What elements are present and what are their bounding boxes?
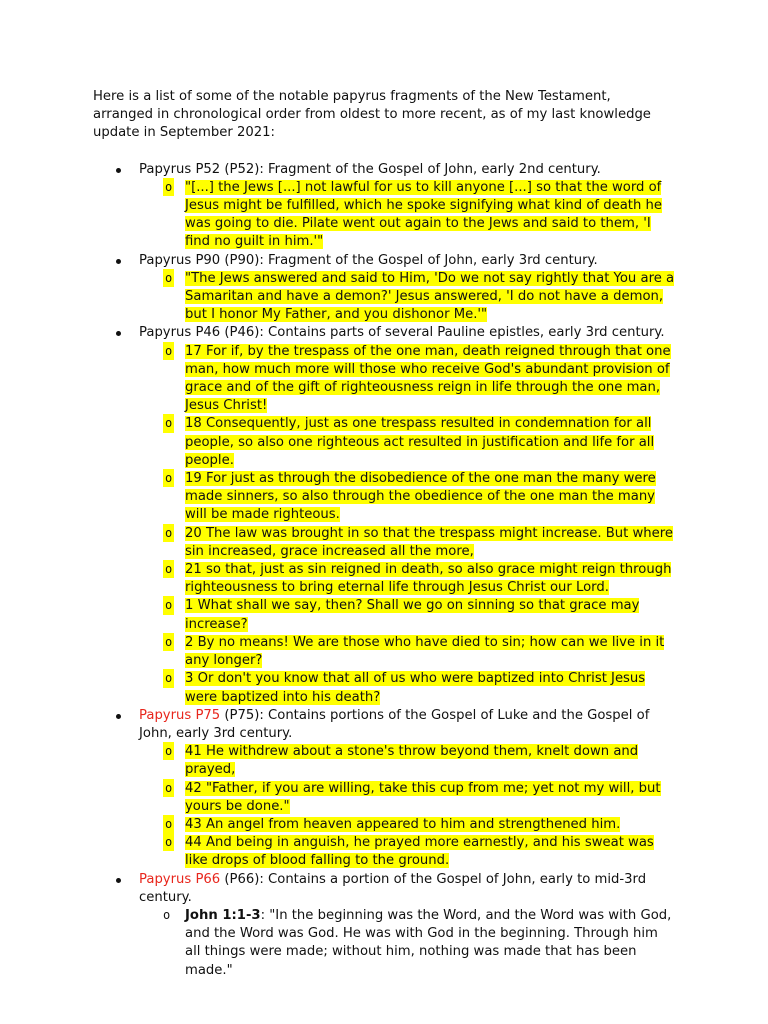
highlighted-text: 43 An angel from heaven appeared to him and strengthened him. — [185, 816, 621, 832]
highlighted-text: 42 "Father, if you are willing, take this cup from me; yet not my will, but yours be done." — [185, 780, 661, 814]
papyrus-description: (P46): Contains parts of several Pauline epistles, early 3rd century. — [220, 325, 665, 341]
sublist-p46 — [139, 343, 683, 707]
sub-item — [139, 780, 675, 816]
list-item-p52 — [93, 161, 683, 252]
highlighted-text: 2 By no means! We are those who have died to sin; how can we live in it any longer? — [185, 634, 665, 669]
highlighted-text: 17 For if, by the trespass of the one man, death reigned through that one man, how much more will those who receive God's abundant provision of grace and of the gift of righteousness reign in life through the one man, Jesus Christ! — [185, 343, 671, 414]
sub-item — [139, 743, 675, 779]
highlighted-text: 1 What shall we say, then? Shall we go on sinning so that grace may increase? — [185, 598, 640, 632]
papyrus-list — [93, 161, 683, 980]
sub-item — [139, 816, 675, 834]
sub-item — [139, 907, 675, 980]
highlighted-text: 41 He withdrew about a stone's throw beyond them, knelt down and prayed, — [185, 744, 639, 778]
highlighted-text: 20 The law was brought in so that the trespass might increase. But where sin increased, grace increased all the more, — [185, 525, 674, 559]
highlighted-text: 18 Consequently, just as one trespass resulted in condemnation for all people, so also one righteous act resulted in justification and life for all people. — [185, 416, 655, 468]
highlighted-text: 19 For just as through the disobedience of the one man the many were made sinners, so also through the obedience of the one man the many will be made righteous. — [185, 471, 656, 523]
list-item-p90 — [93, 252, 683, 325]
highlighted-text: "[...] the Jews [...] not lawful for us to kill anyone [...] so that the word of Jesus might be fulfilled, which he spoke signifying what kind of death he was going to die. Pilate went out again to the Jews and said to them, 'I find no guilt in him.'" — [185, 179, 662, 250]
papyrus-name: Papyrus P75 — [139, 707, 221, 723]
sub-item — [139, 634, 675, 670]
sublist-p75 — [139, 743, 683, 870]
sub-item — [139, 343, 675, 416]
list-item-p46 — [93, 324, 683, 706]
scripture-text: : "In the beginning was the Word, and the Word was with God, and the Word was God. He was with God in the beginning. Through him all things were made; without him, nothing was made that has been made." — [185, 907, 672, 978]
sub-item — [139, 415, 675, 470]
highlighted-text: "The Jews answered and said to Him, 'Do we not say rightly that You are a Samaritan and have a demon?' Jesus answered, 'I do not have a demon, but I honor My Father, and you dishonor Me.'" — [185, 270, 675, 323]
sublist-p66 — [139, 907, 683, 980]
sub-item — [139, 834, 675, 870]
papyrus-name: Papyrus P46 — [139, 325, 221, 341]
sublist-p90 — [139, 270, 683, 325]
papyrus-description: (P66): Contains a portion of the Gospel of John, early to mid-3rd century. — [139, 871, 647, 905]
papyrus-description: (P75): Contains portions of the Gospel of Luke and the Gospel of John, early 3rd century. — [139, 707, 650, 741]
highlighted-text: 44 And being in anguish, he prayed more earnestly, and his sweat was like drops of blood falling to the ground. — [185, 835, 654, 869]
papyrus-name: Papyrus P52 — [139, 161, 221, 177]
sub-item — [139, 270, 675, 325]
intro-paragraph: Here is a list of some of the notable papyrus fragments of the New Testament, arranged in chronological order from oldest to more recent, as of my last knowledge update in September 2021: — [93, 89, 651, 141]
sub-item — [139, 670, 675, 706]
sub-item — [139, 597, 675, 633]
sub-item — [139, 179, 675, 252]
sub-item — [139, 525, 675, 561]
papyrus-description: (P90): Fragment of the Gospel of John, early 3rd century. — [220, 252, 598, 268]
scripture-reference: John 1:1-3 — [185, 907, 261, 923]
highlighted-text: 21 so that, just as sin reigned in death, so also grace might reign through righteousness to bring eternal life through Jesus Christ our Lord. — [185, 562, 672, 596]
sublist-p52 — [139, 179, 683, 252]
document-page — [93, 88, 683, 980]
papyrus-description: (P52): Fragment of the Gospel of John, early 2nd century. — [220, 161, 601, 177]
list-item-p66 — [93, 871, 683, 980]
papyrus-name: Papyrus P66 — [139, 871, 221, 887]
papyrus-name: Papyrus P90 — [139, 252, 221, 268]
list-item-p75 — [93, 707, 683, 871]
sub-item — [139, 470, 675, 525]
sub-item — [139, 561, 675, 597]
highlighted-text: 3 Or don't you know that all of us who were baptized into Christ Jesus were baptized into his death? — [185, 671, 646, 705]
